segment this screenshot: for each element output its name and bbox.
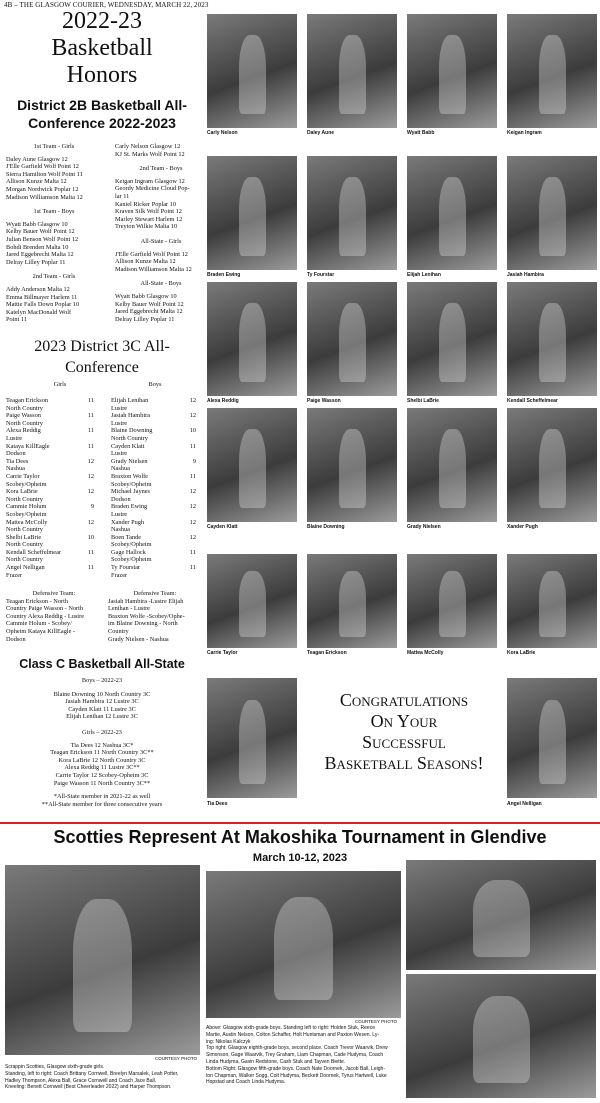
team-member: Jared Eggebrecht Malta 12	[6, 251, 74, 259]
roster-name: Lustre	[111, 510, 128, 518]
all-state-member: Alexa Reddig 11 Lustre 3C**	[64, 764, 140, 772]
roster-name: Dodson	[6, 450, 26, 458]
team-member: Marley Stewart Harlem 12	[115, 215, 183, 223]
player-photo	[307, 156, 397, 270]
defensive-team-girls-head: Defensive Team:	[32, 590, 76, 597]
player-photo	[207, 282, 297, 396]
roster-row	[6, 412, 94, 420]
all-state-title: Class C Basketball All-State	[19, 657, 185, 671]
roster-grade: 11	[189, 442, 196, 450]
player-photo-caption: Xander Pugh	[507, 524, 538, 530]
section-divider	[0, 822, 600, 824]
team-member: lar 11	[115, 192, 130, 200]
roster-row	[111, 412, 196, 420]
roster-name: Ty Fourstar	[111, 564, 141, 572]
roster-grade: 11	[189, 472, 196, 480]
roster-row	[6, 405, 94, 413]
player-photo-caption: Ty Fourstar	[307, 272, 335, 278]
team-member: Kelby Bauer Wolf Point 12	[115, 300, 184, 308]
boys-column-head: Boys	[148, 381, 162, 388]
player-photo	[207, 554, 297, 648]
roster-row	[6, 503, 94, 511]
page-header: 4B – THE GLASGOW COURIER, WEDNESDAY, MARCH 22, 2023	[4, 1, 209, 9]
player-photo	[507, 14, 597, 128]
player-photo-caption: Carly Nelson	[207, 130, 238, 136]
defensive-team-line: Country Alexa Reddig - Lustre	[6, 612, 84, 620]
district-3c-title-line: 2023 District 3C All-	[34, 338, 170, 355]
player-photo	[307, 14, 397, 128]
defensive-team-line: Grady Nielsen - Nashua	[108, 635, 169, 643]
team-member: Morgan Nordwick Poplar 12	[6, 185, 79, 193]
roster-grade: 12	[189, 533, 196, 541]
roster-name: Blaine Downing	[111, 427, 153, 435]
player-photo-caption: Kendall Scheffelmear	[507, 398, 558, 404]
roster-grade: 12	[87, 457, 94, 465]
roster-name: Nashua	[111, 526, 130, 534]
team-member: J'Elle Garfield Wolf Point 12	[115, 250, 188, 258]
defensive-team-line: Braxton Wolfe -Scobey/Ophe-	[108, 612, 185, 620]
all-state-member: Tia Dees 12 Nashua 3C*	[70, 741, 134, 749]
team-member: Katelyn MacDonald Wolf	[6, 308, 72, 316]
player-photo	[507, 554, 597, 648]
roster-name: North Country	[6, 556, 43, 564]
team-member: Point 11	[6, 316, 27, 324]
roster-row	[6, 458, 94, 466]
player-photo-caption: Alexa Reddig	[207, 398, 239, 404]
all-state-block	[2, 677, 202, 808]
roster-name: Cammie Holum	[6, 503, 47, 511]
player-photo	[207, 678, 297, 798]
roster-name: Kataya KillEagle	[6, 442, 50, 450]
district-3c-title	[2, 336, 202, 378]
congrats-line: Congratulations	[339, 690, 469, 710]
roster-row	[111, 473, 196, 481]
roster-name: North Country	[6, 526, 43, 534]
roster-name: Kora LaBrie	[6, 488, 38, 496]
roster-name: Braxton Wolfe	[111, 472, 148, 480]
roster-row	[6, 427, 94, 435]
team-photo-fifth-grade-boys	[406, 974, 596, 1098]
all-state-member: Teagan Erickson 11 North Country 3C**	[50, 749, 154, 757]
roster-name: Elijah Lenihan	[111, 397, 149, 404]
roster-name: Lustre	[111, 450, 128, 458]
player-photo-caption: Grady Nielsen	[407, 524, 441, 530]
all-state-member: Carrie Taylor 12 Scobey-Opheim 3C	[55, 771, 149, 779]
roster-name: Paige Wasson	[6, 412, 41, 420]
roster-row	[111, 443, 196, 451]
team-group-head: All-State - Girls	[140, 237, 182, 245]
caption-line: Standing, left to right: Coach Brittany Cornwell, Breelyn Marsalek, Leah Potter,	[5, 1070, 179, 1077]
courtesy-credit: COURTESY PHOTO	[355, 1019, 398, 1024]
roster-row	[111, 534, 196, 542]
roster-row	[111, 488, 196, 496]
roster-row	[6, 511, 94, 519]
roster-name: North Country	[6, 495, 43, 503]
roster-name: North Country	[111, 434, 148, 442]
caption-line: Top right: Glasgow eighth-grade boys, second place. Coach Trevor Waarvik, Drew	[206, 1045, 388, 1052]
roster-grade: 12	[189, 518, 196, 526]
caption-line: Kneeling: Benett Cornwell (Best Cheerleader 2022) and Harper Thompson.	[5, 1084, 172, 1091]
roster-row	[6, 526, 94, 534]
team-group-head: 2nd Team - Girls	[32, 273, 76, 281]
roster-grade: 12	[87, 472, 94, 480]
roster-name: Scobey/Opheim	[111, 541, 152, 549]
roster-row	[111, 511, 196, 519]
roster-row	[6, 556, 94, 564]
caption-line: Scrappin Scotties, Glasgow sixth-grade girls.	[5, 1064, 105, 1070]
player-photo-caption: Shelbi LaBrie	[407, 398, 439, 404]
roster-row	[6, 534, 94, 542]
roster-row	[111, 427, 196, 435]
honors-title-line: Basketball	[51, 35, 153, 61]
defensive-team-boys-list	[108, 598, 202, 644]
team-member: Emma Billmayer Harlem 11	[6, 293, 78, 301]
all-state-member: Cayden Klatt 11 Lustre 3C	[68, 705, 136, 713]
roster-name: Mattea McColly	[6, 518, 48, 526]
player-photo	[207, 408, 297, 522]
roster-grade: 9	[192, 457, 196, 465]
team-group-head: 2nd Team - Boys	[139, 165, 183, 173]
roster-name: North Country	[6, 404, 43, 412]
all-state-member: Jasiah Hambira 12 Lustre 3C	[65, 698, 139, 706]
player-photo	[407, 282, 497, 396]
boys-roster	[111, 397, 196, 579]
team-photo-sixth-grade-boys	[206, 871, 401, 1018]
congrats-line: Successful	[362, 732, 446, 752]
all-state-note: *All-State member in 2021-22 as well	[53, 793, 151, 801]
player-photo-caption: Teagan Erickson	[307, 650, 347, 656]
roster-row	[6, 420, 94, 428]
all-state-girls-head: Girls – 2022-23	[82, 728, 122, 736]
roster-name: Frazer	[111, 571, 128, 579]
roster-name: Tia Dees	[6, 457, 29, 465]
team-member: Carly Nelson Glasgow 12	[115, 143, 181, 150]
team-member: Kraven Silk Wolf Point 12	[115, 208, 182, 216]
player-photo-caption: Angel Nelligan	[507, 801, 542, 807]
defensive-team-line: Dodson	[6, 635, 26, 643]
roster-name: Lustre	[6, 434, 23, 442]
congrats-line: On Your	[370, 711, 438, 731]
roster-name: Carrie Taylor	[6, 472, 40, 480]
roster-row	[111, 450, 196, 458]
player-photo	[507, 678, 597, 798]
team-member: Delray Lilley Poplar 11	[6, 258, 66, 266]
roster-row	[111, 458, 196, 466]
all-state-member: Blaine Downing 10 North Country 3C	[53, 690, 151, 698]
roster-row	[6, 572, 94, 580]
roster-row	[111, 481, 196, 489]
girls-roster	[6, 397, 94, 579]
honors-title-line: 2022-23	[62, 8, 142, 34]
all-state-boys-list	[2, 691, 202, 721]
caption-line: Martie, Austin Nelson, Colton Schaffer, Holt Huntsman and Paxton Wesen. Ly-	[206, 1031, 380, 1038]
defensive-team-line: Jasiah Hambira -Lustre Elijah	[108, 597, 184, 605]
team-member: Geordy Medicine Cloud Pop-	[115, 185, 190, 193]
team-photo-eighth-grade-boys	[406, 860, 596, 970]
roster-row	[6, 564, 94, 572]
roster-name: Scobey/Opheim	[6, 480, 47, 488]
player-photo	[407, 554, 497, 648]
roster-row	[111, 397, 196, 405]
roster-name: Gage Hallock	[111, 548, 146, 556]
team-member: Treyton Wilkie Malta 10	[115, 223, 178, 231]
roster-name: Xander Pugh	[111, 518, 145, 526]
caption-line: Bottom Right: Glasgow fifth-grade boys. Coach Nate Doornek, Jacob Ball, Leigh-	[206, 1065, 385, 1072]
player-photo	[407, 156, 497, 270]
roster-name: North Country	[6, 419, 43, 427]
roster-row	[111, 519, 196, 527]
roster-name: Kendall Scheffelmear	[6, 548, 61, 556]
player-photo	[507, 156, 597, 270]
roster-row	[111, 541, 196, 549]
roster-name: Scobey/Opheim	[111, 556, 152, 564]
roster-name: North Country	[6, 541, 43, 549]
roster-name: Lustre	[111, 404, 128, 412]
roster-grade: 12	[87, 518, 94, 526]
team-member: Delray Lilley Poplar 11	[115, 315, 175, 323]
player-photo	[307, 282, 397, 396]
boys-teams-caption	[206, 1025, 404, 1086]
team-member: Kelby Bauer Wolf Point 12	[6, 228, 75, 236]
roster-row	[6, 488, 94, 496]
all-state-member: Paige Wasson 11 North Country 3C**	[53, 779, 151, 787]
all-state-member: Elijah Lenihan 12 Lustre 3C	[66, 713, 138, 721]
district-3c-title-line: Conference	[65, 359, 139, 376]
player-photo-caption: Elijah Lenihan	[407, 272, 441, 278]
roster-row	[111, 496, 196, 504]
all-state-girls-list	[2, 742, 202, 788]
congrats-line: Basketball Seasons!	[324, 753, 484, 773]
player-photo	[507, 408, 597, 522]
tournament-headline: Scotties Represent At Makoshika Tournament in Glendive	[53, 827, 547, 847]
team-member: J'Elle Garfield Wolf Point 12	[6, 163, 79, 171]
caption-line: ing: Nikolas Kalczyk	[206, 1038, 251, 1045]
player-photo	[507, 282, 597, 396]
player-photo-caption: Keigan Ingram	[507, 130, 542, 136]
all-state-boys-head: Boys – 2022-23	[81, 677, 123, 684]
honors-title-line: Honors	[66, 62, 138, 88]
team-member: KJ St. Marks Wolf Point 12	[115, 150, 185, 158]
player-photo	[407, 14, 497, 128]
player-photo	[207, 14, 297, 128]
roster-name: Angel Nelligan	[6, 564, 45, 572]
roster-row	[111, 420, 196, 428]
player-photo-caption: Paige Wasson	[307, 398, 341, 404]
team-member: Jared Eggebrecht Malta 12	[115, 308, 183, 316]
congratulations-message	[306, 690, 502, 774]
all-state-member: Kora LaBrie 12 North Country 3C	[58, 756, 146, 764]
defensive-team-boys	[108, 590, 202, 643]
defensive-team-line: Cammie Holum - Scobey/	[6, 620, 72, 628]
roster-grade: 12	[189, 412, 196, 420]
roster-row	[111, 435, 196, 443]
roster-row	[111, 503, 196, 511]
roster-name: Jasiah Hambira	[111, 412, 150, 420]
roster-row	[111, 526, 196, 534]
team-group	[6, 273, 102, 324]
player-photo-caption: Cayden Klatt	[207, 524, 238, 530]
roster-grade: 12	[189, 503, 196, 511]
roster-grade: 10	[87, 533, 94, 541]
district-2b-title	[2, 96, 202, 132]
team-member: Allison Kunze Malta 12	[6, 178, 67, 186]
team-member: Allison Kunze Malta 12	[115, 258, 176, 266]
player-photo	[307, 554, 397, 648]
roster-grade: 11	[87, 564, 94, 572]
roster-grade: 11	[87, 548, 94, 556]
player-photo-caption: Tia Dees	[207, 801, 228, 807]
tournament-dates: March 10-12, 2023	[252, 852, 348, 864]
player-photo	[207, 156, 297, 270]
team-member: Kaniel Ricker Poplar 10	[115, 200, 177, 208]
roster-name: Dodson	[111, 495, 131, 503]
roster-row	[6, 519, 94, 527]
team-group	[115, 238, 207, 273]
roster-name: Grady Nielsen	[111, 457, 148, 465]
roster-grade: 9	[90, 503, 94, 511]
roster-grade: 11	[87, 397, 94, 404]
team-group	[115, 280, 207, 323]
caption-line: Linda Hudyma, Gavin Redstone, Cash Stuk and Tayven Biette.	[206, 1058, 346, 1065]
roster-row	[6, 549, 94, 557]
roster-row	[111, 556, 196, 564]
caption-line: Simonson, Gage Waarvik, Trey Graham, Liam Chapman, Cade Hudyma, Coach	[206, 1052, 384, 1059]
defensive-team-girls	[6, 590, 102, 643]
roster-row	[6, 443, 94, 451]
caption-line: Above: Glasgow sixth-grade boys. Standing left to right: Holden Stuk, Reece	[206, 1025, 375, 1031]
roster-name: Nashua	[6, 465, 25, 473]
roster-grade: 11	[189, 564, 196, 572]
team-group	[115, 165, 207, 231]
defensive-team-boys-head: Defensive Team:	[133, 590, 177, 597]
roster-row	[111, 564, 196, 572]
defensive-team-girls-list	[6, 598, 102, 644]
roster-row	[111, 549, 196, 557]
defensive-team-line: Opheim Kataya KillEagle -	[6, 627, 76, 635]
roster-name: Lustre	[111, 419, 128, 427]
team-member: Wyatt Babb Glasgow 10	[6, 220, 68, 228]
roster-row	[6, 473, 94, 481]
defensive-team-line: Country Paige Wasson - North	[6, 605, 84, 613]
courtesy-credit: COURTESY PHOTO	[155, 1056, 198, 1061]
girls-column-head: Girls	[53, 381, 67, 388]
roster-grade: 10	[189, 427, 196, 435]
roster-grade: 11	[87, 442, 94, 450]
roster-name: Alexa Reddig	[6, 427, 41, 435]
roster-row	[6, 450, 94, 458]
roster-name: Boen Tande	[111, 533, 142, 541]
honors-title	[2, 8, 202, 89]
team-member: Daley Aune Glasgow 12	[6, 155, 68, 163]
team-group	[6, 208, 102, 266]
caption-line: ton Chapman, Walker Sogg, Colt Hudyma, Beckett Doornek, Tyrus Hartwell, Luke	[206, 1072, 387, 1079]
district-2b-title-line: Conference 2022-2023	[28, 115, 176, 131]
roster-grade: 11	[87, 427, 94, 435]
team-member: Mattie Falls Down Poplar 10	[6, 301, 80, 309]
roster-grade: 11	[87, 412, 94, 420]
team-member: Madison Williamson Malta 12	[115, 265, 192, 273]
defensive-team-line: Country	[108, 627, 129, 635]
roster-row	[6, 397, 94, 405]
roster-row	[111, 465, 196, 473]
team-photo-sixth-grade-girls	[5, 865, 200, 1055]
roster-name: Nashua	[111, 465, 130, 473]
roster-row	[111, 405, 196, 413]
player-photo	[307, 408, 397, 522]
team-group-head: 1st Team - Boys	[33, 208, 75, 216]
roster-row	[6, 465, 94, 473]
roster-name: Shelbi LaBrie	[6, 533, 42, 541]
player-photo-caption: Daley Aune	[307, 130, 335, 136]
team-member: Addy Anderson Malta 12	[6, 285, 70, 293]
district-2b-right-column	[115, 143, 207, 330]
player-photo-caption: Wyatt Babb	[407, 130, 435, 136]
district-2b-left-column	[6, 143, 102, 331]
player-photo-caption: Braden Ewing	[207, 272, 241, 278]
roster-row	[6, 435, 94, 443]
roster-row	[111, 572, 196, 580]
defensive-team-line: Teagan Erickson - North	[6, 597, 68, 605]
caption-line: Hopstad and Coach Linda Hudyma.	[206, 1079, 286, 1086]
roster-name: Cayden Klatt	[111, 442, 145, 450]
team-member: Bohdi Brenden Malta 10	[6, 243, 69, 251]
district-2b-title-line: District 2B Basketball All-	[17, 97, 187, 113]
team-group	[115, 143, 207, 158]
caption-line: Hadley Thompson, Alexa Ball, Grace Cornwell and Coach Jace Ball.	[5, 1077, 157, 1084]
team-group-head: All-State - Boys	[140, 280, 182, 288]
roster-name: Scobey/Opheim	[111, 480, 152, 488]
player-photo	[407, 408, 497, 522]
roster-row	[6, 541, 94, 549]
team-member: Wyatt Babb Glasgow 10	[115, 292, 177, 300]
team-group-head: 1st Team - Girls	[33, 143, 75, 150]
all-state-note: **All-State member for three consecutive years	[41, 800, 163, 808]
team-member: Keigan Ingram Glasgow 12	[115, 177, 185, 185]
roster-name: Scobey/Opheim	[6, 510, 47, 518]
roster-grade: 12	[189, 488, 196, 496]
sixth-grade-girls-caption	[5, 1064, 201, 1091]
player-photo-caption: Mattea McColly	[407, 650, 444, 656]
team-member: Julian Benson Wolf Point 12	[6, 235, 79, 243]
roster-row	[6, 481, 94, 489]
roster-name: Frazer	[6, 571, 23, 579]
roster-name: Teagan Erickson	[6, 397, 49, 404]
roster-grade: 12	[189, 397, 196, 404]
roster-name: Michael Jaynes	[111, 488, 150, 496]
player-photo-caption: Carrie Taylor	[207, 650, 238, 656]
roster-grade: 12	[87, 488, 94, 496]
roster-row	[6, 496, 94, 504]
player-photo-caption: Jasiah Hambira	[507, 272, 544, 278]
team-member: Sierra Hamilton Wolf Point 11	[6, 170, 83, 178]
roster-grade: 11	[189, 548, 196, 556]
defensive-team-line: im Blaine Downing - North	[108, 620, 178, 628]
roster-name: Braden Ewing	[111, 503, 148, 511]
team-group	[6, 143, 102, 201]
defensive-team-line: Lenihan - Lustre	[108, 605, 150, 613]
player-photo-caption: Kora LaBrie	[507, 650, 536, 656]
team-member: Madison Williamson Malta 12	[6, 193, 83, 201]
player-photo-caption: Blaine Downing	[307, 524, 345, 530]
